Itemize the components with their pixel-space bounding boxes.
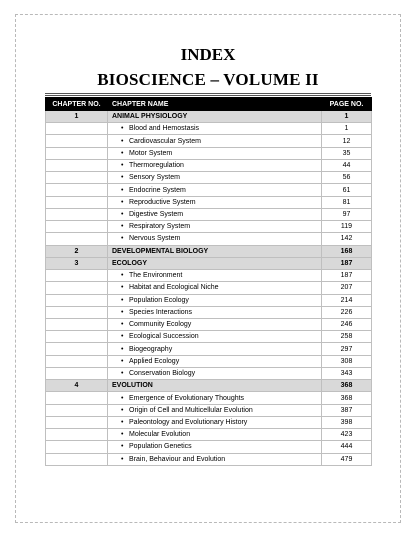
book-title: BIOSCIENCE – VOLUME II bbox=[97, 70, 319, 89]
bullet-icon: • bbox=[121, 198, 124, 206]
chapter-number bbox=[46, 331, 108, 343]
chapter-number bbox=[46, 306, 108, 318]
row-label: Community Ecology bbox=[129, 321, 192, 329]
topic-name bbox=[108, 123, 322, 135]
topic-row bbox=[46, 282, 372, 294]
topic-name bbox=[108, 343, 322, 355]
row-label: Reproductive System bbox=[129, 198, 196, 206]
chapter-number: 1 bbox=[46, 111, 108, 123]
chapter-name bbox=[108, 380, 322, 392]
bullet-icon: • bbox=[121, 345, 124, 353]
chapter-number bbox=[46, 123, 108, 135]
bullet-icon: • bbox=[121, 443, 124, 451]
row-label: Endocrine System bbox=[129, 186, 186, 194]
bullet-icon: • bbox=[121, 406, 124, 414]
row-label: The Environment bbox=[129, 272, 183, 280]
row-label: Respiratory System bbox=[129, 223, 191, 231]
page-number: 258 bbox=[322, 331, 372, 343]
topic-row bbox=[46, 123, 372, 135]
chapter-row bbox=[46, 245, 372, 257]
topic-name bbox=[108, 221, 322, 233]
chapter-number bbox=[46, 233, 108, 245]
chapter-number bbox=[46, 270, 108, 282]
chapter-row bbox=[46, 380, 372, 392]
row-label: Paleontology and Evolutionary History bbox=[129, 418, 248, 426]
row-label: Blood and Hemostasis bbox=[129, 125, 200, 133]
topic-name bbox=[108, 208, 322, 220]
chapter-number bbox=[46, 392, 108, 404]
bullet-icon: • bbox=[121, 431, 124, 439]
row-label: Sensory System bbox=[129, 174, 180, 182]
topic-row bbox=[46, 355, 372, 367]
topic-name bbox=[108, 184, 322, 196]
bullet-icon: • bbox=[121, 210, 124, 218]
chapter-number bbox=[46, 416, 108, 428]
index-title: INDEX bbox=[180, 45, 236, 64]
topic-name bbox=[108, 318, 322, 330]
header-chapter-no: CHAPTER NO. bbox=[46, 98, 108, 111]
bullet-icon: • bbox=[121, 174, 124, 182]
chapter-number bbox=[46, 172, 108, 184]
bullet-icon: • bbox=[121, 455, 124, 463]
topic-row bbox=[46, 135, 372, 147]
row-label: ANIMAL PHYSIOLOGY bbox=[112, 113, 188, 121]
table-header-row bbox=[46, 98, 372, 111]
row-label: Population Ecology bbox=[129, 296, 189, 304]
page-number: 142 bbox=[322, 233, 372, 245]
topic-row bbox=[46, 172, 372, 184]
page-number: 1 bbox=[322, 111, 372, 123]
chapter-number bbox=[46, 221, 108, 233]
row-label: Emergence of Evolutionary Thoughts bbox=[129, 394, 245, 402]
row-label: Species Interactions bbox=[129, 308, 193, 316]
topic-name bbox=[108, 282, 322, 294]
topic-row bbox=[46, 184, 372, 196]
topic-row bbox=[46, 270, 372, 282]
page-number: 226 bbox=[322, 306, 372, 318]
topic-row bbox=[46, 306, 372, 318]
bullet-icon: • bbox=[121, 333, 124, 341]
row-label: Population Genetics bbox=[129, 443, 192, 451]
title-rule-top bbox=[45, 93, 371, 94]
row-label: Applied Ecology bbox=[129, 357, 180, 365]
row-label: EVOLUTION bbox=[112, 382, 153, 390]
row-label: Brain, Behaviour and Evolution bbox=[129, 455, 226, 463]
page-number: 187 bbox=[322, 257, 372, 269]
topic-row bbox=[46, 416, 372, 428]
title-rule-bottom bbox=[45, 95, 371, 96]
topic-row bbox=[46, 233, 372, 245]
row-label: Molecular Evolution bbox=[129, 431, 191, 439]
chapter-number bbox=[46, 147, 108, 159]
row-label: Motor System bbox=[129, 149, 173, 157]
bullet-icon: • bbox=[121, 137, 124, 145]
topic-row bbox=[46, 441, 372, 453]
chapter-number bbox=[46, 282, 108, 294]
page-number: 12 bbox=[322, 135, 372, 147]
topic-name bbox=[108, 331, 322, 343]
bullet-icon: • bbox=[121, 370, 124, 378]
topic-row bbox=[46, 404, 372, 416]
chapter-number bbox=[46, 135, 108, 147]
row-label: Thermoregulation bbox=[129, 162, 184, 170]
bullet-icon: • bbox=[121, 162, 124, 170]
chapter-number bbox=[46, 196, 108, 208]
topic-name bbox=[108, 355, 322, 367]
page-number: 297 bbox=[322, 343, 372, 355]
topic-name bbox=[108, 233, 322, 245]
page-number: 343 bbox=[322, 367, 372, 379]
row-label: Habitat and Ecological Niche bbox=[129, 284, 219, 292]
topic-row bbox=[46, 453, 372, 465]
topic-name bbox=[108, 196, 322, 208]
topic-name bbox=[108, 429, 322, 441]
page-number: 187 bbox=[322, 270, 372, 282]
topic-name bbox=[108, 135, 322, 147]
page-number: 56 bbox=[322, 172, 372, 184]
bullet-icon: • bbox=[121, 418, 124, 426]
page-number: 368 bbox=[322, 380, 372, 392]
chapter-number bbox=[46, 184, 108, 196]
page-number: 423 bbox=[322, 429, 372, 441]
topic-name bbox=[108, 294, 322, 306]
chapter-number bbox=[46, 453, 108, 465]
topic-row bbox=[46, 429, 372, 441]
page-number: 207 bbox=[322, 282, 372, 294]
chapter-number: 4 bbox=[46, 380, 108, 392]
chapter-number bbox=[46, 441, 108, 453]
bullet-icon: • bbox=[121, 235, 124, 243]
topic-row bbox=[46, 331, 372, 343]
chapter-number bbox=[46, 429, 108, 441]
bullet-icon: • bbox=[121, 296, 124, 304]
chapter-number bbox=[46, 318, 108, 330]
topic-name bbox=[108, 441, 322, 453]
page-number: 308 bbox=[322, 355, 372, 367]
row-label: ECOLOGY bbox=[112, 259, 148, 267]
chapter-number bbox=[46, 159, 108, 171]
page-number: 44 bbox=[322, 159, 372, 171]
topic-row bbox=[46, 147, 372, 159]
header-page-no: PAGE NO. bbox=[322, 98, 372, 111]
row-label: DEVELOPMENTAL BIOLOGY bbox=[112, 247, 209, 255]
topic-row bbox=[46, 196, 372, 208]
page-number: 61 bbox=[322, 184, 372, 196]
page-number: 387 bbox=[322, 404, 372, 416]
page-number: 168 bbox=[322, 245, 372, 257]
row-label: Origin of Cell and Multicellular Evolution bbox=[129, 406, 253, 414]
bullet-icon: • bbox=[121, 394, 124, 402]
chapter-number bbox=[46, 404, 108, 416]
topic-name bbox=[108, 270, 322, 282]
page-number: 246 bbox=[322, 318, 372, 330]
chapter-name bbox=[108, 245, 322, 257]
chapter-row bbox=[46, 257, 372, 269]
topic-name bbox=[108, 147, 322, 159]
topic-row bbox=[46, 208, 372, 220]
page-number: 119 bbox=[322, 221, 372, 233]
bullet-icon: • bbox=[121, 308, 124, 316]
chapter-number: 3 bbox=[46, 257, 108, 269]
page-number: 81 bbox=[322, 196, 372, 208]
topic-name bbox=[108, 306, 322, 318]
page-number: 368 bbox=[322, 392, 372, 404]
topic-name bbox=[108, 404, 322, 416]
topic-row bbox=[46, 318, 372, 330]
chapter-row bbox=[46, 111, 372, 123]
bullet-icon: • bbox=[121, 321, 124, 329]
chapter-name bbox=[108, 111, 322, 123]
topic-name bbox=[108, 453, 322, 465]
chapter-number bbox=[46, 208, 108, 220]
row-label: Digestive System bbox=[129, 210, 184, 218]
row-label: Cardiovascular System bbox=[129, 137, 201, 145]
page-number: 444 bbox=[322, 441, 372, 453]
topic-name bbox=[108, 392, 322, 404]
row-label: Ecological Succession bbox=[129, 333, 199, 341]
chapter-number bbox=[46, 343, 108, 355]
bullet-icon: • bbox=[121, 223, 124, 231]
bullet-icon: • bbox=[121, 125, 124, 133]
page-number: 214 bbox=[322, 294, 372, 306]
bullet-icon: • bbox=[121, 186, 124, 194]
topic-name bbox=[108, 416, 322, 428]
topic-row bbox=[46, 221, 372, 233]
bullet-icon: • bbox=[121, 357, 124, 365]
index-table-body bbox=[46, 111, 372, 466]
row-label: Biogeography bbox=[129, 345, 173, 353]
bullet-icon: • bbox=[121, 272, 124, 280]
topic-row bbox=[46, 367, 372, 379]
page-number: 479 bbox=[322, 453, 372, 465]
chapter-number bbox=[46, 355, 108, 367]
row-label: Conservation Biology bbox=[129, 370, 196, 378]
topic-name bbox=[108, 172, 322, 184]
topic-name bbox=[108, 159, 322, 171]
bullet-icon: • bbox=[121, 284, 124, 292]
page-number: 35 bbox=[322, 147, 372, 159]
header-chapter-name: CHAPTER NAME bbox=[108, 98, 322, 111]
topic-row bbox=[46, 294, 372, 306]
chapter-number bbox=[46, 367, 108, 379]
page-number: 398 bbox=[322, 416, 372, 428]
topic-row bbox=[46, 159, 372, 171]
chapter-number bbox=[46, 294, 108, 306]
bullet-icon: • bbox=[121, 149, 124, 157]
chapter-name bbox=[108, 257, 322, 269]
index-table bbox=[45, 97, 372, 466]
topic-row bbox=[46, 392, 372, 404]
chapter-number: 2 bbox=[46, 245, 108, 257]
topic-row bbox=[46, 343, 372, 355]
page-number: 97 bbox=[322, 208, 372, 220]
page-number: 1 bbox=[322, 123, 372, 135]
row-label: Nervous System bbox=[129, 235, 181, 243]
topic-name bbox=[108, 367, 322, 379]
